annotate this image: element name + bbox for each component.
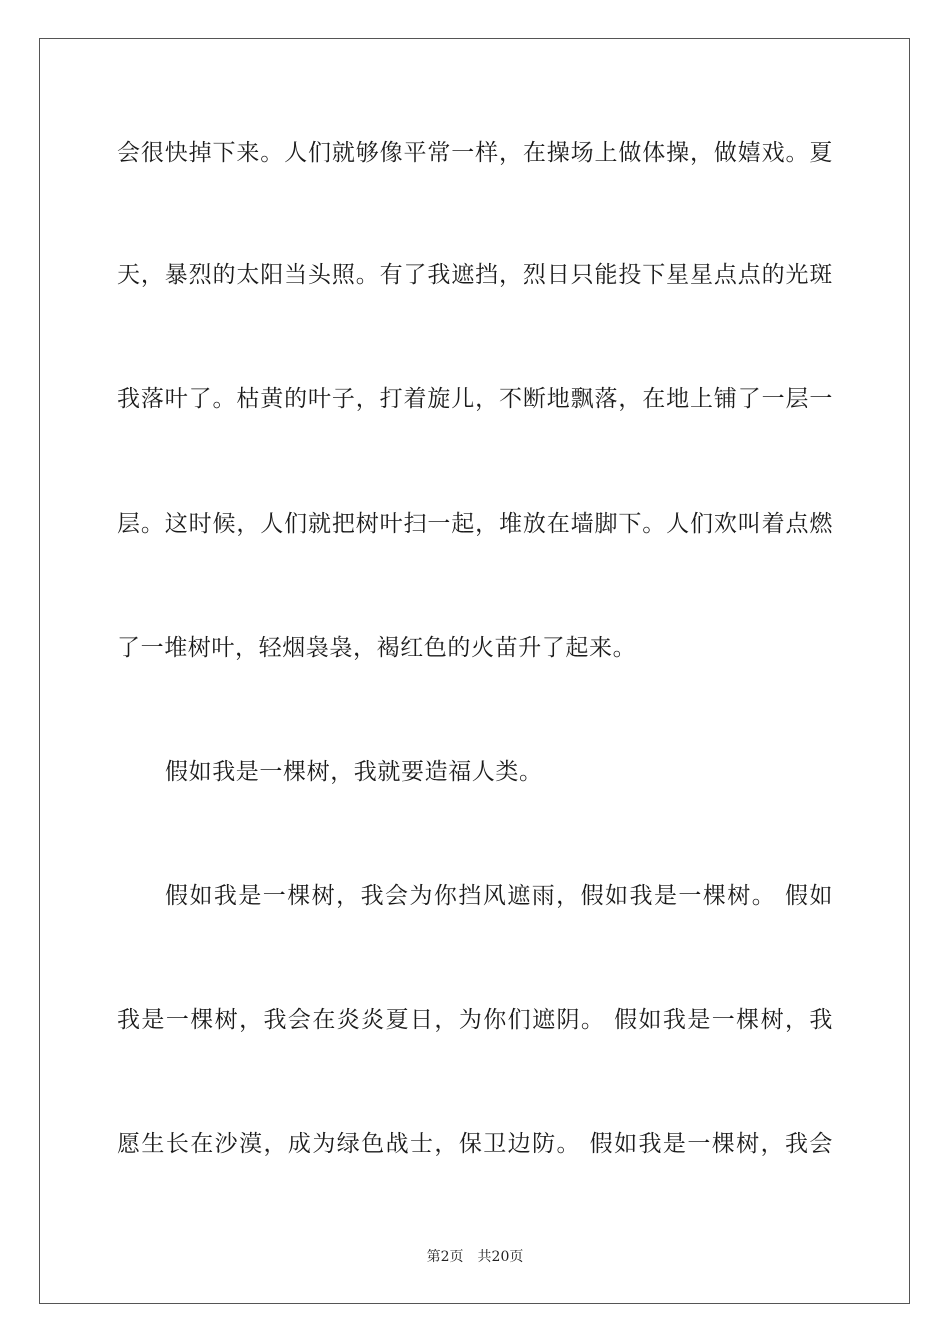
paragraph-line: 假如我是一棵树，我就要造福人类。 [165,759,543,785]
text-line: 我是一棵树，我会在炎炎夏日，为你们遮阴。 假如我是一棵树，我 [117,1007,833,1033]
text-line: 了一堆树叶，轻烟袅袅，褐红色的火苗升了起来。 [117,635,637,661]
page-number: 第2页 [426,1249,464,1265]
text-line: 会很快掉下来。人们就够像平常一样，在操场上做体操，做嬉戏。夏 [117,140,833,166]
text-line: 天，暴烈的太阳当头照。有了我遮挡，烈日只能投下星星点点的光斑 [117,262,833,288]
text-line: 愿生长在沙漠，成为绿色战士，保卫边防。 假如我是一棵树，我会 [117,1131,833,1157]
page-frame [39,38,910,1304]
text-line: 我落叶了。枯黄的叶子，打着旋儿，不断地飘落，在地上铺了一层一 [117,386,833,412]
paragraph-line: 假如我是一棵树，我会为你挡风遮雨，假如我是一棵树。 假如 [165,883,833,909]
page-total: 共20页 [477,1249,524,1265]
page-footer [0,1248,950,1266]
text-line: 层。这时候，人们就把树叶扫一起，堆放在墙脚下。人们欢叫着点燃 [117,511,833,537]
